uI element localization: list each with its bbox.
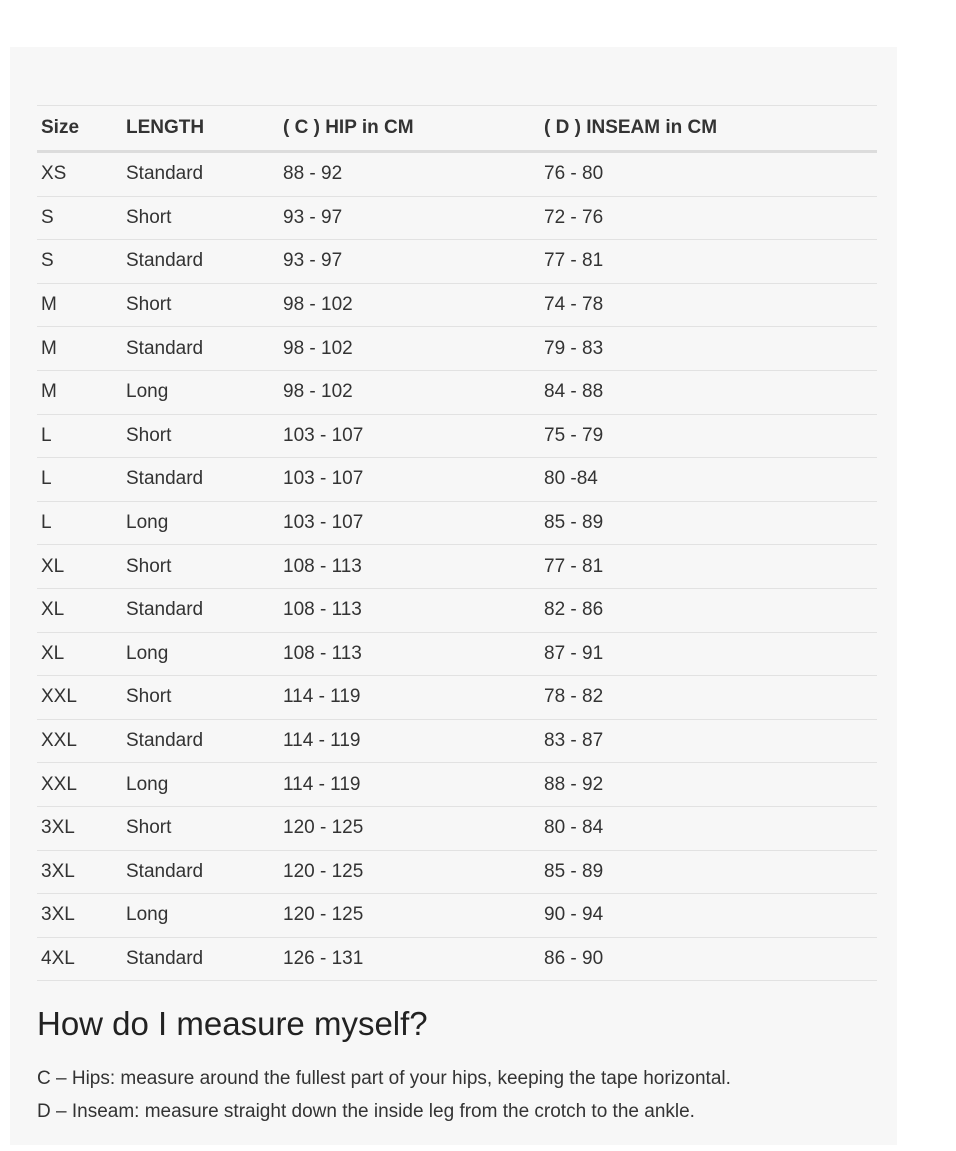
inseam-instruction: D – Inseam: measure straight down the inside leg from the crotch to the ankle. (37, 1101, 695, 1122)
cell-hip: 120 - 125 (283, 860, 364, 882)
cell-hip: 98 - 102 (283, 337, 353, 359)
cell-size: M (41, 381, 57, 403)
table-body (37, 153, 877, 981)
cell-size: S (41, 250, 54, 272)
table-row (37, 676, 877, 720)
cell-length: Standard (126, 337, 204, 359)
table-row (37, 415, 877, 459)
cell-length: Short (126, 555, 172, 577)
cell-inseam: 83 - 87 (544, 730, 604, 752)
cell-hip: 126 - 131 (283, 947, 364, 969)
cell-inseam: 86 - 90 (544, 947, 604, 969)
cell-inseam: 76 - 80 (544, 163, 604, 185)
table-row (37, 545, 877, 589)
cell-size: M (41, 294, 57, 316)
table-row (37, 371, 877, 415)
cell-inseam: 75 - 79 (544, 424, 604, 446)
size-guide-panel (10, 47, 897, 1145)
cell-hip: 108 - 113 (283, 599, 362, 621)
cell-hip: 98 - 102 (283, 381, 353, 403)
cell-hip: 120 - 125 (283, 817, 364, 839)
cell-size: 4XL (41, 947, 75, 969)
table-row (37, 938, 877, 982)
cell-length: Long (126, 904, 169, 926)
cell-length: Long (126, 381, 169, 403)
cell-hip: 114 - 119 (283, 730, 361, 752)
cell-inseam: 84 - 88 (544, 381, 604, 403)
cell-length: Standard (126, 730, 204, 752)
header-hip: ( C ) HIP in CM (283, 117, 414, 138)
cell-hip: 108 - 113 (283, 555, 362, 577)
cell-inseam: 77 - 81 (544, 555, 604, 577)
cell-inseam: 78 - 82 (544, 686, 604, 708)
cell-size: L (41, 424, 52, 446)
cell-inseam: 79 - 83 (544, 337, 604, 359)
cell-hip: 103 - 107 (283, 424, 364, 446)
header-inseam: ( D ) INSEAM in CM (544, 117, 718, 138)
cell-inseam: 77 - 81 (544, 250, 604, 272)
cell-size: L (41, 512, 52, 534)
table-row (37, 153, 877, 197)
table-row (37, 807, 877, 851)
table-row (37, 763, 877, 807)
cell-size: XL (41, 642, 65, 664)
table-row (37, 240, 877, 284)
cell-length: Standard (126, 250, 204, 272)
table-row (37, 197, 877, 241)
cell-size: XS (41, 163, 67, 185)
cell-hip: 114 - 119 (283, 773, 361, 795)
cell-length: Standard (126, 947, 204, 969)
cell-inseam: 85 - 89 (544, 860, 604, 882)
cell-hip: 108 - 113 (283, 642, 362, 664)
cell-length: Short (126, 686, 172, 708)
table-row (37, 633, 877, 677)
table-row (37, 851, 877, 895)
cell-inseam: 88 - 92 (544, 773, 604, 795)
cell-size: XL (41, 555, 65, 577)
cell-size: 3XL (41, 817, 75, 839)
cell-inseam: 87 - 91 (544, 642, 604, 664)
cell-inseam: 85 - 89 (544, 512, 604, 534)
table-row (37, 894, 877, 938)
cell-inseam: 82 - 86 (544, 599, 604, 621)
cell-length: Short (126, 294, 172, 316)
cell-size: 3XL (41, 904, 75, 926)
cell-length: Standard (126, 468, 204, 490)
cell-hip: 103 - 107 (283, 512, 364, 534)
table-row (37, 327, 877, 371)
table-row (37, 502, 877, 546)
cell-hip: 103 - 107 (283, 468, 364, 490)
cell-length: Short (126, 206, 172, 228)
cell-size: XXL (41, 686, 77, 708)
cell-length: Standard (126, 860, 204, 882)
table-row (37, 589, 877, 633)
cell-length: Long (126, 773, 169, 795)
cell-hip: 93 - 97 (283, 250, 343, 272)
cell-length: Standard (126, 599, 204, 621)
cell-hip: 93 - 97 (283, 206, 343, 228)
cell-inseam: 80 -84 (544, 468, 598, 490)
cell-length: Short (126, 424, 172, 446)
cell-size: XXL (41, 730, 77, 752)
cell-inseam: 72 - 76 (544, 206, 604, 228)
cell-size: 3XL (41, 860, 75, 882)
cell-hip: 120 - 125 (283, 904, 364, 926)
cell-hip: 114 - 119 (283, 686, 361, 708)
cell-inseam: 74 - 78 (544, 294, 604, 316)
measure-heading: How do I measure myself? (37, 1005, 428, 1042)
cell-size: XL (41, 599, 65, 621)
cell-length: Long (126, 512, 169, 534)
header-size: Size (41, 117, 80, 138)
cell-size: XXL (41, 773, 77, 795)
cell-length: Long (126, 642, 169, 664)
cell-inseam: 90 - 94 (544, 904, 604, 926)
hips-instruction: C – Hips: measure around the fullest part of your hips, keeping the tape horizontal. (37, 1068, 731, 1089)
cell-length: Short (126, 817, 172, 839)
header-length: LENGTH (126, 117, 205, 138)
cell-size: L (41, 468, 52, 490)
cell-hip: 88 - 92 (283, 163, 343, 185)
cell-hip: 98 - 102 (283, 294, 353, 316)
cell-size: S (41, 206, 54, 228)
cell-inseam: 80 - 84 (544, 817, 604, 839)
table-row (37, 720, 877, 764)
cell-length: Standard (126, 163, 204, 185)
table-header (37, 105, 877, 153)
cell-size: M (41, 337, 57, 359)
size-chart-table (37, 105, 877, 981)
table-row (37, 284, 877, 328)
table-row (37, 458, 877, 502)
